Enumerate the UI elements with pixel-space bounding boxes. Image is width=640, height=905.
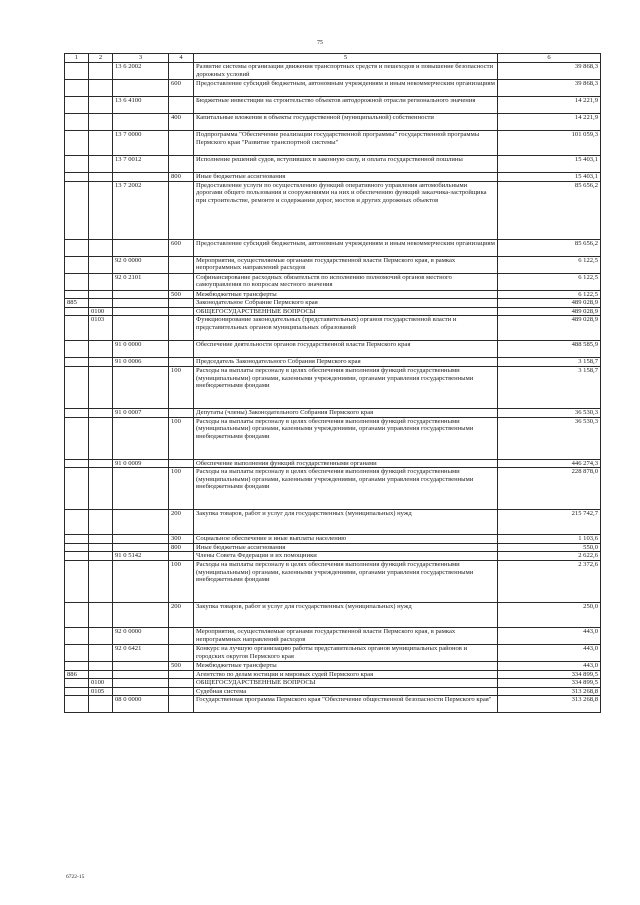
col-amount: 489 028,9 [498, 299, 601, 308]
col-section [89, 181, 113, 239]
col-amount: 15 403,1 [498, 173, 601, 182]
col-description: ОБЩЕГОСУДАРСТВЕННЫЕ ВОПРОСЫ [194, 679, 498, 688]
table-row [65, 80, 601, 97]
col-expense-type: 300 [169, 535, 194, 544]
col-expense-type: 100 [169, 468, 194, 510]
col-description: Предоставление субсидий бюджетным, автономным учреждениям и иным некоммерческим организациям [194, 80, 498, 97]
col-section [89, 560, 113, 602]
table-row [65, 644, 601, 661]
col-amount: 489 028,9 [498, 316, 601, 341]
col-expense-type: 100 [169, 560, 194, 602]
col-chapter [65, 644, 89, 661]
col-target [113, 316, 169, 341]
col-amount: 443,0 [498, 661, 601, 670]
col-target: 13 7 0012 [113, 156, 169, 173]
col-section [89, 273, 113, 290]
col-section [89, 417, 113, 459]
col-description: Судебная система [194, 687, 498, 696]
col-expense-type: 200 [169, 602, 194, 627]
col-amount: 3 158,7 [498, 366, 601, 408]
col-amount: 3 158,7 [498, 358, 601, 367]
table-row [65, 256, 601, 273]
col-target [113, 80, 169, 97]
table-row [65, 627, 601, 644]
col-chapter [65, 696, 89, 713]
col-description: Социальное обеспечение и иные выплаты населению [194, 535, 498, 544]
col-expense-type [169, 459, 194, 468]
table-row [65, 602, 601, 627]
col-amount: 215 742,7 [498, 510, 601, 535]
col-chapter [65, 131, 89, 156]
col-section: 0105 [89, 687, 113, 696]
table-row [65, 670, 601, 679]
col-target: 92 0 0000 [113, 256, 169, 273]
col-description: Предоставление услуги по осуществлению функций оперативного управления автомобильными дорогами общего пользования и сооружениями на них и обеспечению функций заказчика-застройщика при строительстве, ремонте и содержании дорог, мостов и других дорожных объектов [194, 181, 498, 239]
col-description: Расходы на выплаты персоналу в целях обеспечения выполнения функций государственными (муниципальными) органами, казенными учреждениями, органами управления государственными внебюджетными фондами [194, 366, 498, 408]
col-chapter: 886 [65, 670, 89, 679]
col-section [89, 114, 113, 131]
table-row [65, 273, 601, 290]
col-target: 91 0 5142 [113, 552, 169, 561]
col-chapter [65, 679, 89, 688]
col-description: ОБЩЕГОСУДАРСТВЕННЫЕ ВОПРОСЫ [194, 307, 498, 316]
col-chapter [65, 627, 89, 644]
col-section [89, 510, 113, 535]
col-description: Межбюджетные трансферты [194, 290, 498, 299]
col-expense-type: 600 [169, 80, 194, 97]
col-section [89, 670, 113, 679]
col-section [89, 468, 113, 510]
col-target: 91 0 0006 [113, 358, 169, 367]
col-chapter [65, 417, 89, 459]
col-section [89, 341, 113, 358]
col-expense-type: 100 [169, 417, 194, 459]
table-row [65, 173, 601, 182]
col-section [89, 661, 113, 670]
col-chapter [65, 97, 89, 114]
col-description: Подпрограмма "Обеспечение реализации государственной программы" государственной программы Пермского края "Развитие транспортной системы" [194, 131, 498, 156]
table-row [65, 417, 601, 459]
col-amount: 313 268,8 [498, 687, 601, 696]
col-chapter [65, 80, 89, 97]
col-expense-type [169, 63, 194, 80]
col-expense-type [169, 679, 194, 688]
col-expense-type [169, 156, 194, 173]
col-description: Мероприятия, осуществляемые органами государственной власти Пермского края, в рамках непрограммных направлений расходов [194, 256, 498, 273]
table-row [65, 156, 601, 173]
col-section [89, 239, 113, 256]
table-row [65, 181, 601, 239]
col-description: Расходы на выплаты персоналу в целях обеспечения выполнения функций государственными (муниципальными) органами, казенными учреждениями, органами управления государственными внебюджетными фондами [194, 417, 498, 459]
col-chapter [65, 602, 89, 627]
table-row [65, 341, 601, 358]
col-chapter [65, 290, 89, 299]
col-amount: 36 530,3 [498, 417, 601, 459]
col-expense-type: 400 [169, 114, 194, 131]
col-target: 13 6 4100 [113, 97, 169, 114]
col-description: Закупка товаров, работ и услуг для государственных (муниципальных) нужд [194, 602, 498, 627]
col-amount: 228 878,0 [498, 468, 601, 510]
col-amount: 2 622,6 [498, 552, 601, 561]
col-description: Закупка товаров, работ и услуг для государственных (муниципальных) нужд [194, 510, 498, 535]
col-description: Председатель Законодательного Собрания Пермского края [194, 358, 498, 367]
table-row [65, 63, 601, 80]
col-section [89, 366, 113, 408]
footer-code: 6722-15 [66, 874, 85, 880]
col-target: 08 0 0000 [113, 696, 169, 713]
col-section: 0103 [89, 316, 113, 341]
col-section [89, 408, 113, 417]
col-section: 0100 [89, 307, 113, 316]
table-row [65, 696, 601, 713]
col-section [89, 299, 113, 308]
col-amount: 15 403,1 [498, 156, 601, 173]
header-row [65, 54, 601, 63]
col-chapter [65, 239, 89, 256]
col-section [89, 459, 113, 468]
col-chapter [65, 543, 89, 552]
col-expense-type [169, 181, 194, 239]
col-description: Члены Совета Федерации и их помощники [194, 552, 498, 561]
col-amount: 446 274,3 [498, 459, 601, 468]
col-target [113, 114, 169, 131]
col-section: 0100 [89, 679, 113, 688]
col-amount: 443,0 [498, 627, 601, 644]
col-target [113, 687, 169, 696]
col-target: 91 0 0007 [113, 408, 169, 417]
col-section [89, 156, 113, 173]
col-chapter [65, 661, 89, 670]
col-target [113, 535, 169, 544]
table-row [65, 299, 601, 308]
table-row [65, 408, 601, 417]
col-section [89, 627, 113, 644]
col-description: Развитие системы организации движения транспортных средств и пешеходов и повышение безопасности дорожных условий [194, 63, 498, 80]
header-col-3: 3 [113, 54, 169, 63]
col-description: Софинансирование расходных обязательств по исполнению полномочий органов местного самоуправления по вопросам местного значения [194, 273, 498, 290]
col-target: 13 7 2002 [113, 181, 169, 239]
col-expense-type: 600 [169, 239, 194, 256]
col-chapter [65, 459, 89, 468]
col-target [113, 468, 169, 510]
col-expense-type [169, 644, 194, 661]
col-amount: 6 122,5 [498, 290, 601, 299]
col-section [89, 290, 113, 299]
col-section [89, 543, 113, 552]
col-target [113, 560, 169, 602]
table-body [65, 63, 601, 713]
col-description: Обеспечение выполнения функций государственными органами [194, 459, 498, 468]
col-description: Конкурс на лучшую организацию работы представительных органов муниципальных районов и городских округов Пермского края [194, 644, 498, 661]
col-expense-type: 100 [169, 366, 194, 408]
table-row [65, 543, 601, 552]
table-row [65, 468, 601, 510]
table-row [65, 239, 601, 256]
col-description: Капитальные вложения в объекты государственной (муниципальной) собственности [194, 114, 498, 131]
budget-table [64, 53, 601, 713]
table-row [65, 97, 601, 114]
table-row [65, 510, 601, 535]
col-section [89, 256, 113, 273]
col-expense-type [169, 273, 194, 290]
col-target [113, 299, 169, 308]
table-row [65, 661, 601, 670]
table-row [65, 131, 601, 156]
col-expense-type: 500 [169, 661, 194, 670]
col-expense-type [169, 627, 194, 644]
col-description: Исполнение решений судов, вступивших в законную силу, и оплата государственной пошлины [194, 156, 498, 173]
col-chapter [65, 273, 89, 290]
col-amount: 14 221,9 [498, 97, 601, 114]
col-expense-type [169, 552, 194, 561]
col-target: 91 0 0000 [113, 341, 169, 358]
col-amount: 550,0 [498, 543, 601, 552]
col-chapter [65, 552, 89, 561]
col-chapter [65, 687, 89, 696]
col-section [89, 131, 113, 156]
col-target [113, 679, 169, 688]
col-expense-type [169, 131, 194, 156]
col-amount: 36 530,3 [498, 408, 601, 417]
header-col-5: 5 [194, 54, 498, 63]
col-expense-type [169, 256, 194, 273]
col-amount: 443,0 [498, 644, 601, 661]
col-chapter [65, 156, 89, 173]
col-amount: 6 122,5 [498, 273, 601, 290]
col-description: Иные бюджетные ассигнования [194, 543, 498, 552]
col-target [113, 661, 169, 670]
table-row [65, 290, 601, 299]
col-target [113, 602, 169, 627]
col-section [89, 602, 113, 627]
col-chapter [65, 535, 89, 544]
col-section [89, 696, 113, 713]
table-row [65, 560, 601, 602]
col-chapter [65, 256, 89, 273]
table-row [65, 114, 601, 131]
col-target [113, 417, 169, 459]
table-row [65, 366, 601, 408]
col-chapter [65, 366, 89, 408]
table-row [65, 679, 601, 688]
col-chapter [65, 408, 89, 417]
col-amount: 1 103,6 [498, 535, 601, 544]
col-description: Бюджетные инвестиции на строительство объектов автодорожной отрасли регионального значения [194, 97, 498, 114]
col-target: 91 0 0009 [113, 459, 169, 468]
col-amount: 101 059,3 [498, 131, 601, 156]
col-section [89, 80, 113, 97]
col-target [113, 670, 169, 679]
col-expense-type [169, 316, 194, 341]
col-section [89, 535, 113, 544]
col-amount: 14 221,9 [498, 114, 601, 131]
col-expense-type [169, 341, 194, 358]
col-expense-type [169, 358, 194, 367]
col-expense-type [169, 97, 194, 114]
col-chapter [65, 358, 89, 367]
col-chapter: 885 [65, 299, 89, 308]
col-amount: 334 899,5 [498, 679, 601, 688]
col-section [89, 63, 113, 80]
col-amount: 39 868,3 [498, 80, 601, 97]
col-section [89, 173, 113, 182]
col-description: Законодательное Собрание Пермского края [194, 299, 498, 308]
col-chapter [65, 63, 89, 80]
header-col-1: 1 [65, 54, 89, 63]
col-target [113, 173, 169, 182]
col-target: 92 0 6421 [113, 644, 169, 661]
col-amount: 489 028,9 [498, 307, 601, 316]
col-section [89, 97, 113, 114]
col-target: 92 0 2101 [113, 273, 169, 290]
table-row [65, 316, 601, 341]
col-target: 13 6 2002 [113, 63, 169, 80]
col-expense-type [169, 687, 194, 696]
header-col-6: 6 [498, 54, 601, 63]
header-col-2: 2 [89, 54, 113, 63]
col-section [89, 552, 113, 561]
table-row [65, 687, 601, 696]
col-chapter [65, 114, 89, 131]
col-target [113, 290, 169, 299]
page-number: 75 [317, 40, 323, 46]
col-amount: 2 372,6 [498, 560, 601, 602]
col-description: Расходы на выплаты персоналу в целях обеспечения выполнения функций государственными (муниципальными) органами, казенными учреждениями, органами управления государственными внебюджетными фондами [194, 468, 498, 510]
col-description: Функционирование законодательных (представительных) органов государственной власти и представительных органов муниципальных образований [194, 316, 498, 341]
col-amount: 488 585,9 [498, 341, 601, 358]
col-target: 13 7 0000 [113, 131, 169, 156]
col-chapter [65, 307, 89, 316]
col-amount: 334 899,5 [498, 670, 601, 679]
col-chapter [65, 341, 89, 358]
col-description: Депутаты (члены) Законодательного Собрания Пермского края [194, 408, 498, 417]
col-expense-type [169, 307, 194, 316]
table-row [65, 552, 601, 561]
col-expense-type: 500 [169, 290, 194, 299]
col-expense-type: 800 [169, 173, 194, 182]
col-chapter [65, 181, 89, 239]
budget-table-container [64, 53, 600, 713]
col-section [89, 358, 113, 367]
table-row [65, 358, 601, 367]
header-col-4: 4 [169, 54, 194, 63]
col-description: Иные бюджетные ассигнования [194, 173, 498, 182]
col-chapter [65, 510, 89, 535]
col-description: Расходы на выплаты персоналу в целях обеспечения выполнения функций государственными (муниципальными) органами, казенными учреждениями, органами управления государственными внебюджетными фондами [194, 560, 498, 602]
col-chapter [65, 468, 89, 510]
col-description: Агентство по делам юстиции и мировых судей Пермского края [194, 670, 498, 679]
col-amount: 6 122,5 [498, 256, 601, 273]
col-amount: 313 268,8 [498, 696, 601, 713]
col-amount: 85 656,2 [498, 181, 601, 239]
col-description: Предоставление субсидий бюджетным, автономным учреждениям и иным некоммерческим организациям [194, 239, 498, 256]
col-chapter [65, 316, 89, 341]
table-row [65, 535, 601, 544]
col-target [113, 510, 169, 535]
col-target [113, 543, 169, 552]
col-description: Мероприятия, осуществляемые органами государственной власти Пермского края, в рамках непрограммных направлений расходов [194, 627, 498, 644]
table-row [65, 459, 601, 468]
col-amount: 39 868,3 [498, 63, 601, 80]
col-expense-type [169, 696, 194, 713]
col-chapter [65, 560, 89, 602]
col-target: 92 0 0000 [113, 627, 169, 644]
col-expense-type: 800 [169, 543, 194, 552]
col-description: Межбюджетные трансферты [194, 661, 498, 670]
col-expense-type [169, 299, 194, 308]
col-amount: 250,0 [498, 602, 601, 627]
col-description: Обеспечение деятельности органов государственной власти Пермского края [194, 341, 498, 358]
col-expense-type: 200 [169, 510, 194, 535]
col-target [113, 239, 169, 256]
col-section [89, 644, 113, 661]
col-expense-type [169, 670, 194, 679]
table-row [65, 307, 601, 316]
col-target [113, 307, 169, 316]
col-chapter [65, 173, 89, 182]
col-description: Государственная программа Пермского края "Обеспечение общественной безопасности Пермского края" [194, 696, 498, 713]
col-expense-type [169, 408, 194, 417]
col-amount: 85 656,2 [498, 239, 601, 256]
col-target [113, 366, 169, 408]
